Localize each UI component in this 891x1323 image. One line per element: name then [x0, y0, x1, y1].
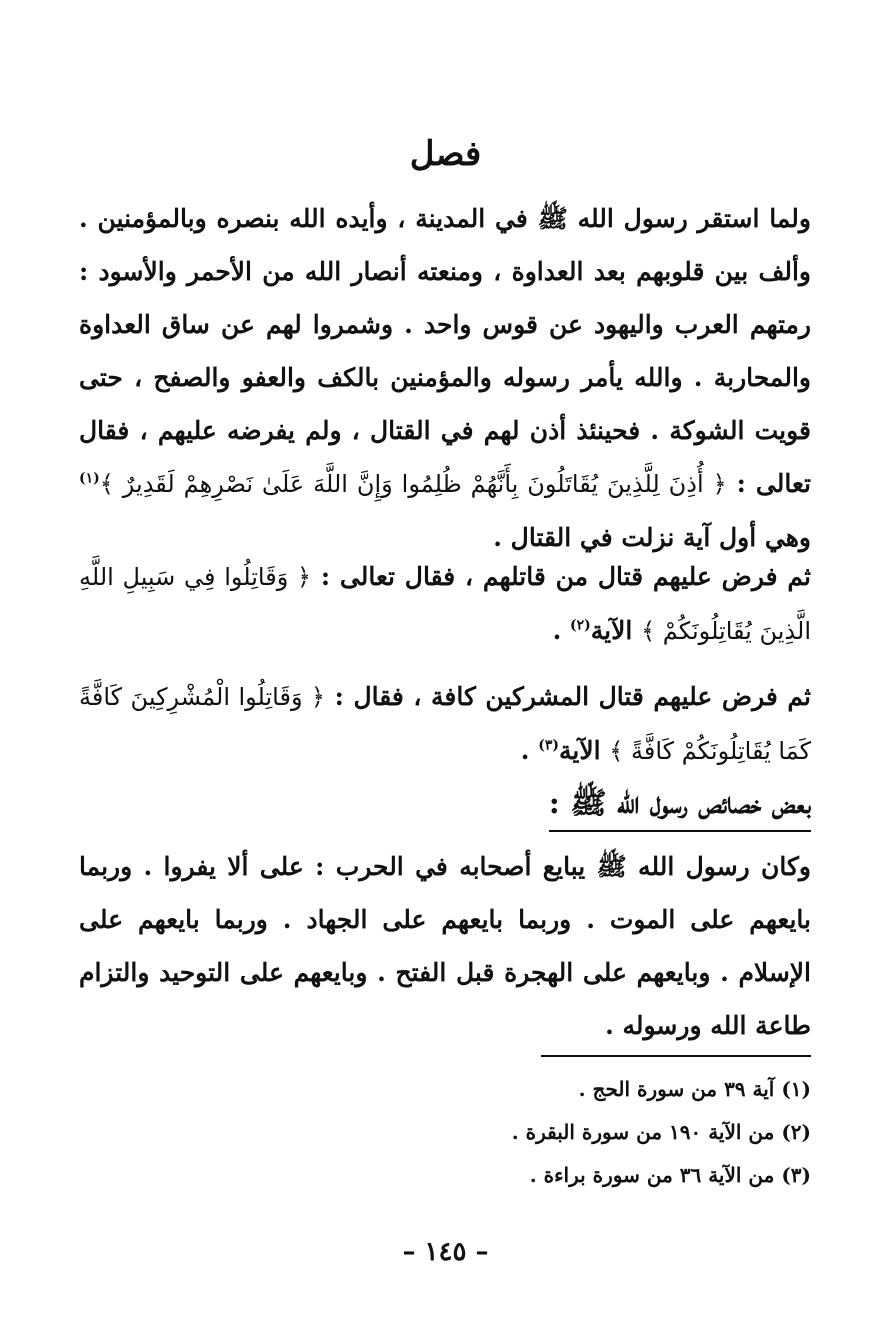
footnotes — [311, 1068, 811, 1197]
paragraph-text: ولما استقر رسول الله ﷺ في المدينة ، وأيده الله بنصره وبالمؤمنين . وألف بين قلوبهم بعد العداوة ، ومنعته أنصار الله من الأحمر والأسود : رمتهم العرب واليهود عن قوس واحد . وشمروا لهم عن ساق العداوة والمحاربة . والله يأمر رسوله والمؤمنين بالكف والعفو والصفح ، حتى قويت الشوكة . فحينئذ أذن لهم في القتال ، ولم يفرضه عليهم ، فقال تعالى : — [79, 204, 811, 498]
quran-verse: ﴿ وَقَاتِلُوا الْمُشْرِكِينَ كَافَّةً كَمَا يُقَاتِلُونَكُمْ كَافَّةً ﴾ — [79, 683, 811, 765]
verse-label: الآية — [590, 616, 633, 645]
section-title: بعض خصائص رسول الله ﷺ : — [549, 780, 811, 832]
paragraph-pledges: وكان رسول الله ﷺ يبايع أصحابه في الحرب : على ألا يفروا . وربما بايعهم على الموت . وربما بايعهم على الجهاد . وربما بايعهم على الإسلام . وبايعهم على الهجرة قبل الفتح . وبايعهم على التوحيد والتزام طاعة الله ورسوله . — [79, 852, 811, 1040]
footnote-item: (٢) من الآية ١٩٠ من سورة البقرة . — [511, 1120, 811, 1144]
footnote-item: (٣) من الآية ٣٦ من سورة براءة . — [529, 1163, 811, 1187]
footnote-ref: (٢) — [570, 617, 591, 634]
paragraph-text: ثم فرض عليهم قتال من قاتلهم ، فقال تعالى : — [320, 562, 811, 591]
paragraph-fight-those-who-fight — [79, 550, 811, 658]
footnote-ref: (٣) — [538, 737, 559, 754]
sentence-end: . — [552, 616, 562, 645]
sentence-end: . — [520, 736, 530, 765]
chapter-heading: فصل — [409, 134, 482, 174]
quran-verse: ﴿ أُذِنَ لِلَّذِينَ يُقَاتَلُونَ بِأَنَّهُمْ ظُلِمُوا وَإِنَّ اللَّهَ عَلَىٰ نَصْرِهِمْ لَقَدِيرٌ ﴾ — [99, 470, 727, 498]
footnote-ref: (١) — [79, 470, 100, 487]
verse-label: الآية — [559, 736, 601, 765]
paragraph-text-continued: وهي أول آية نزلت في القتال . — [493, 523, 811, 552]
footnote-divider — [541, 1055, 811, 1057]
paragraph-permission-to-fight — [79, 192, 811, 564]
paragraph-text: ثم فرض عليهم قتال المشركين كافة ، فقال : — [334, 682, 811, 711]
footnote-item: (١) آية ٣٩ من سورة الحج . — [578, 1077, 811, 1101]
quran-verse: ﴿ وَقَاتِلُوا فِي سَبِيلِ اللَّهِ الَّذِينَ يُقَاتِلُونَكُمْ ﴾ — [79, 563, 811, 645]
paragraph-fight-all-polytheists — [79, 670, 811, 778]
page-number: – ١٤٥ – — [402, 1237, 489, 1267]
